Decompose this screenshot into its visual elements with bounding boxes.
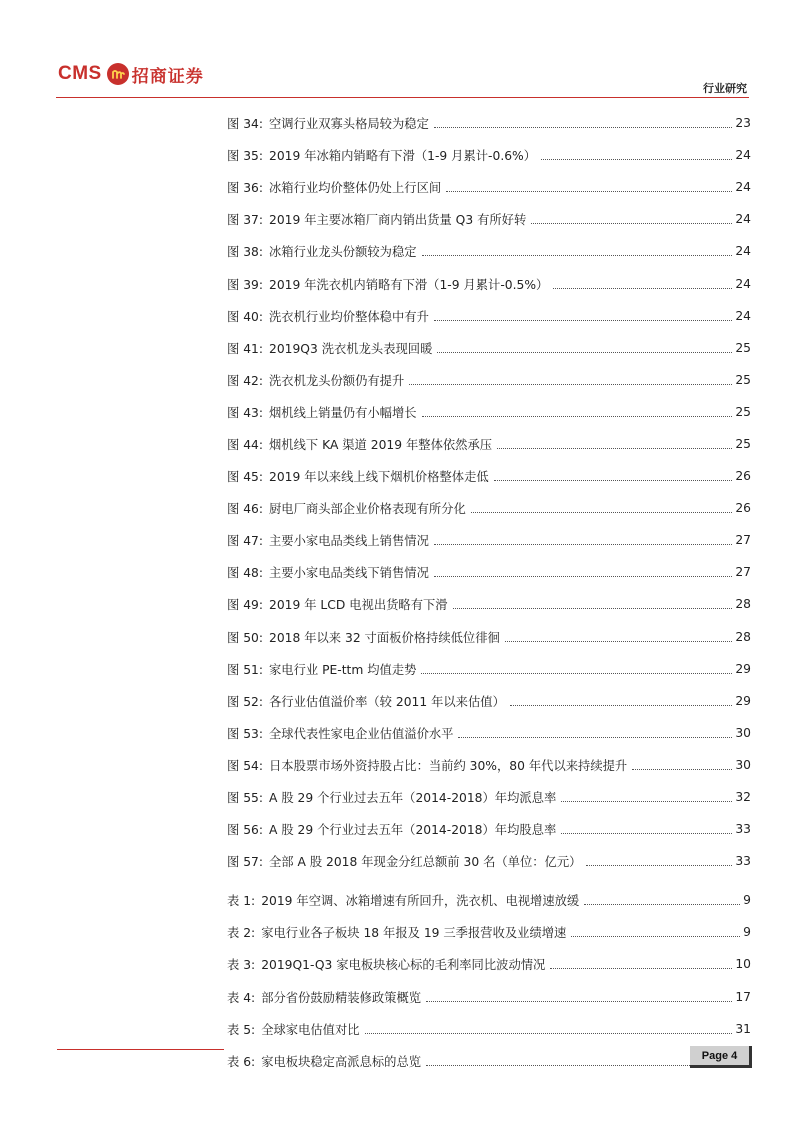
toc-entry-page: 25 <box>735 404 751 419</box>
dot-leader <box>434 575 732 577</box>
dot-leader <box>437 351 732 353</box>
toc-entry-text <box>227 1052 423 1070</box>
toc-entry-title: 厨电厂商头部企业价格表现有所分化 <box>269 502 466 517</box>
toc-entry[interactable] <box>227 396 751 428</box>
toc-entry-title: 2019 年洗衣机内销略有下滑（1-9 月累计-0.5%） <box>269 277 549 292</box>
toc-entry[interactable] <box>227 524 751 556</box>
toc-entry-label: 图 38: <box>227 245 263 260</box>
toc-entry-label: 图 44: <box>227 437 263 452</box>
toc-entry-label: 图 54: <box>227 758 263 773</box>
toc-entry-text <box>227 1020 362 1038</box>
toc-entry-label: 图 34: <box>227 117 263 132</box>
toc-entry[interactable] <box>227 267 751 299</box>
toc-entry-title: A 股 29 个行业过去五年（2014-2018）年均股息率 <box>269 823 557 838</box>
toc-entry-page: 33 <box>735 854 751 869</box>
toc-entry-label: 图 45: <box>227 470 263 485</box>
toc-entry-page: 29 <box>735 661 751 676</box>
toc-entry[interactable] <box>227 813 751 845</box>
toc-entry-title: 主要小家电品类线下销售情况 <box>269 566 429 581</box>
section-gap <box>227 877 751 884</box>
dot-leader <box>541 158 732 160</box>
toc-entry-title: 2019 年冰箱内销略有下滑（1-9 月累计-0.6%） <box>269 149 537 164</box>
page-number-box: Page 4 <box>690 1046 752 1068</box>
toc-entry-title: 家电板块稳定高派息标的总览 <box>261 1054 422 1069</box>
toc-entry-title: 2019 年空调、冰箱增速有所回升，洗衣机、电视增速放缓 <box>261 894 580 909</box>
toc-entry-text <box>227 467 491 485</box>
toc-entry-title: 部分省份鼓励精装修政策概览 <box>261 990 422 1005</box>
dot-leader <box>434 126 732 128</box>
toc-entry-text <box>227 307 431 325</box>
dot-leader <box>561 832 732 834</box>
toc-entry-page: 10 <box>735 957 751 972</box>
toc-entry-page: 25 <box>735 372 751 387</box>
dot-leader <box>422 415 733 417</box>
toc-entry-text <box>227 371 406 389</box>
logo-chinese-text: 招商证券 <box>131 66 204 87</box>
toc-entry-label: 图 56: <box>227 823 263 838</box>
toc-entry-title: 2019 年以来线上线下烟机价格整体走低 <box>269 470 489 485</box>
header-divider <box>56 97 749 98</box>
toc-entry-text <box>227 178 443 196</box>
toc-entry-text <box>227 403 419 421</box>
toc-entry[interactable] <box>227 556 751 588</box>
toc-entry-title: 2019Q3 洗衣机龙头表现回暖 <box>269 341 433 356</box>
toc-entry[interactable] <box>227 588 751 620</box>
toc-entry-text <box>227 114 431 132</box>
dot-leader <box>426 1064 732 1066</box>
toc-entry-label: 图 51: <box>227 662 263 677</box>
toc-entry[interactable] <box>227 749 751 781</box>
toc-entry-page: 9 <box>743 893 751 908</box>
toc-entry[interactable] <box>227 428 751 460</box>
toc-entry-title: 烟机线上销量仍有小幅增长 <box>269 405 417 420</box>
toc-entry-text <box>227 852 583 870</box>
dot-leader <box>497 447 732 449</box>
toc-entry[interactable] <box>227 235 751 267</box>
dot-leader <box>632 768 732 770</box>
toc-entry-page: 26 <box>735 469 751 484</box>
dot-leader <box>458 736 732 738</box>
toc-entry-title: 冰箱行业均价整体仍处上行区间 <box>269 181 442 196</box>
toc-entry-title: 家电行业 PE-ttm 均值走势 <box>269 662 417 677</box>
toc-entry-text <box>227 955 547 973</box>
toc-entry-page: 28 <box>735 597 751 612</box>
toc-entry-label: 图 53: <box>227 726 263 741</box>
toc-entry-label: 表 6: <box>227 1054 256 1069</box>
toc-entry-text <box>227 531 431 549</box>
toc-entry[interactable] <box>227 781 751 813</box>
toc-entry-label: 图 39: <box>227 277 263 292</box>
table-list <box>227 884 751 1077</box>
dot-leader <box>531 222 732 224</box>
toc-entry[interactable] <box>227 981 751 1013</box>
toc-entry-label: 图 48: <box>227 566 263 581</box>
toc-entry-title: 全球家电估值对比 <box>261 1022 360 1037</box>
toc-entry-label: 图 46: <box>227 502 263 517</box>
toc-entry[interactable] <box>227 1013 751 1045</box>
toc-entry[interactable] <box>227 948 751 980</box>
cms-logo <box>58 62 204 86</box>
toc-entry-page: 30 <box>735 757 751 772</box>
toc-entry-title: 全球代表性家电企业估值溢价水平 <box>269 726 454 741</box>
toc-entry-text <box>227 435 494 453</box>
toc-entry-title: 洗衣机龙头份额仍有提升 <box>269 373 405 388</box>
figure-list <box>227 107 751 877</box>
dot-leader <box>426 1000 732 1002</box>
toc-entry-page: 29 <box>735 693 751 708</box>
toc-entry-text <box>227 210 528 228</box>
toc-entry-label: 表 1: <box>227 894 256 909</box>
toc-entry-title: 主要小家电品类线上销售情况 <box>269 534 429 549</box>
toc-entry-label: 图 40: <box>227 309 263 324</box>
toc-entry-page: 32 <box>735 790 751 805</box>
toc-entry-title: 空调行业双寡头格局较为稳定 <box>269 117 429 132</box>
toc-entry-title: 家电行业各子板块 18 年报及 19 三季报营收及业绩增速 <box>261 926 567 941</box>
toc-entry-text <box>227 724 455 742</box>
toc-entry-page: 25 <box>735 340 751 355</box>
toc-entry[interactable] <box>227 107 751 139</box>
toc-entry[interactable] <box>227 845 751 877</box>
toc-entry-text <box>227 146 538 164</box>
toc-entry-page: 25 <box>735 436 751 451</box>
toc-entry-label: 表 4: <box>227 990 256 1005</box>
dot-leader <box>561 800 732 802</box>
footer-divider <box>57 1049 224 1050</box>
dot-leader <box>550 967 732 969</box>
toc-entry[interactable] <box>227 460 751 492</box>
toc-entry-text <box>227 595 450 613</box>
toc-entry-text <box>227 660 418 678</box>
toc-entry-title: A 股 29 个行业过去五年（2014-2018）年均派息率 <box>269 791 557 806</box>
toc-entry-page: 24 <box>735 308 751 323</box>
toc-entry[interactable] <box>227 300 751 332</box>
logo-seal-icon <box>107 63 129 85</box>
toc-entry-page: 27 <box>735 533 751 548</box>
toc-entry-label: 图 35: <box>227 149 263 164</box>
toc-entry-title: 各行业估值溢价率（较 2011 年以来估值） <box>269 694 505 709</box>
toc-entry-page: 24 <box>735 276 751 291</box>
toc-entry-label: 图 50: <box>227 630 263 645</box>
toc-entry-label: 图 55: <box>227 791 263 806</box>
dot-leader <box>422 254 733 256</box>
toc-entry-page: 9 <box>743 925 751 940</box>
toc-entry[interactable] <box>227 653 751 685</box>
toc-entry-title: 2018 年以来 32 寸面板价格持续低位徘徊 <box>269 630 500 645</box>
toc-entry-text <box>227 692 507 710</box>
dot-leader <box>553 287 732 289</box>
toc-entry-label: 图 37: <box>227 213 263 228</box>
toc-entry-text <box>227 499 468 517</box>
dot-leader <box>365 1032 733 1034</box>
toc-entry-label: 图 41: <box>227 341 263 356</box>
toc-entry-text <box>227 563 431 581</box>
toc-entry-text <box>227 788 558 806</box>
logo-latin-text: CMS <box>58 63 102 84</box>
toc-entry-text <box>227 923 568 941</box>
toc-entry-title: 2019 年主要冰箱厂商内销出货量 Q3 有所好转 <box>269 213 527 228</box>
toc-entry-page: 30 <box>735 725 751 740</box>
toc-entry-label: 表 3: <box>227 958 256 973</box>
toc-entry-label: 图 43: <box>227 405 263 420</box>
toc-entry-page: 24 <box>735 180 751 195</box>
dot-leader <box>434 543 732 545</box>
toc-entry-title: 冰箱行业龙头份额较为稳定 <box>269 245 417 260</box>
toc-entry-label: 图 47: <box>227 534 263 549</box>
toc-entry-label: 表 2: <box>227 926 256 941</box>
toc-entry-title: 洗衣机行业均价整体稳中有升 <box>269 309 429 324</box>
toc-entry-label: 表 5: <box>227 1022 256 1037</box>
dot-leader <box>505 640 733 642</box>
toc-entry-title: 2019Q1-Q3 家电板块核心标的毛利率同比波动情况 <box>261 958 546 973</box>
toc-entry-title: 2019 年 LCD 电视出货略有下滑 <box>269 598 448 613</box>
dot-leader <box>421 672 732 674</box>
toc-entry-page: 28 <box>735 629 751 644</box>
toc-entry[interactable] <box>227 884 751 916</box>
toc-entry-page: 26 <box>735 501 751 516</box>
toc-entry[interactable] <box>227 685 751 717</box>
dot-leader <box>571 935 740 937</box>
toc-entry-text <box>227 988 423 1006</box>
toc-entry-text <box>227 756 629 774</box>
toc-entry-text <box>227 242 419 260</box>
dot-leader <box>471 511 733 513</box>
dot-leader <box>584 903 740 905</box>
toc-entry-label: 图 42: <box>227 373 263 388</box>
toc-entry-page: 24 <box>735 148 751 163</box>
toc-entry-title: 烟机线下 KA 渠道 2019 年整体依然承压 <box>269 437 493 452</box>
dot-leader <box>446 190 732 192</box>
toc-entry-label: 图 36: <box>227 181 263 196</box>
toc-entry-text <box>227 275 550 293</box>
toc-entry[interactable] <box>227 332 751 364</box>
toc-entry-page: 33 <box>735 822 751 837</box>
dot-leader <box>494 479 733 481</box>
table-of-contents <box>227 107 751 1077</box>
dot-leader <box>510 704 732 706</box>
toc-entry[interactable] <box>227 621 751 653</box>
toc-entry-label: 图 57: <box>227 855 263 870</box>
toc-entry-label: 图 52: <box>227 694 263 709</box>
toc-entry-title: 日本股票市场外资持股占比：当前约 30%，80 年代以来持续提升 <box>269 758 628 773</box>
toc-entry-page: 23 <box>735 116 751 131</box>
toc-entry-title: 全部 A 股 2018 年现金分红总额前 30 名（单位：亿元） <box>269 855 582 870</box>
toc-entry-text <box>227 628 502 646</box>
toc-entry[interactable] <box>227 1045 751 1077</box>
toc-entry-text <box>227 339 434 357</box>
toc-entry[interactable] <box>227 364 751 396</box>
toc-entry[interactable] <box>227 717 751 749</box>
dot-leader <box>453 607 733 609</box>
dot-leader <box>434 319 732 321</box>
section-tag: 行业研究 <box>703 82 747 95</box>
toc-entry-page: 27 <box>735 565 751 580</box>
toc-entry-page: 31 <box>735 1021 751 1036</box>
toc-entry[interactable] <box>227 492 751 524</box>
toc-entry-text <box>227 820 558 838</box>
toc-entry-text <box>227 891 581 909</box>
toc-entry[interactable] <box>227 203 751 235</box>
toc-entry[interactable] <box>227 171 751 203</box>
toc-entry-page: 24 <box>735 244 751 259</box>
toc-entry-label: 图 49: <box>227 598 263 613</box>
dot-leader <box>409 383 732 385</box>
toc-entry[interactable] <box>227 139 751 171</box>
toc-entry[interactable] <box>227 916 751 948</box>
toc-entry-page: 24 <box>735 212 751 227</box>
toc-entry-page: 17 <box>735 989 751 1004</box>
dot-leader <box>586 864 732 866</box>
